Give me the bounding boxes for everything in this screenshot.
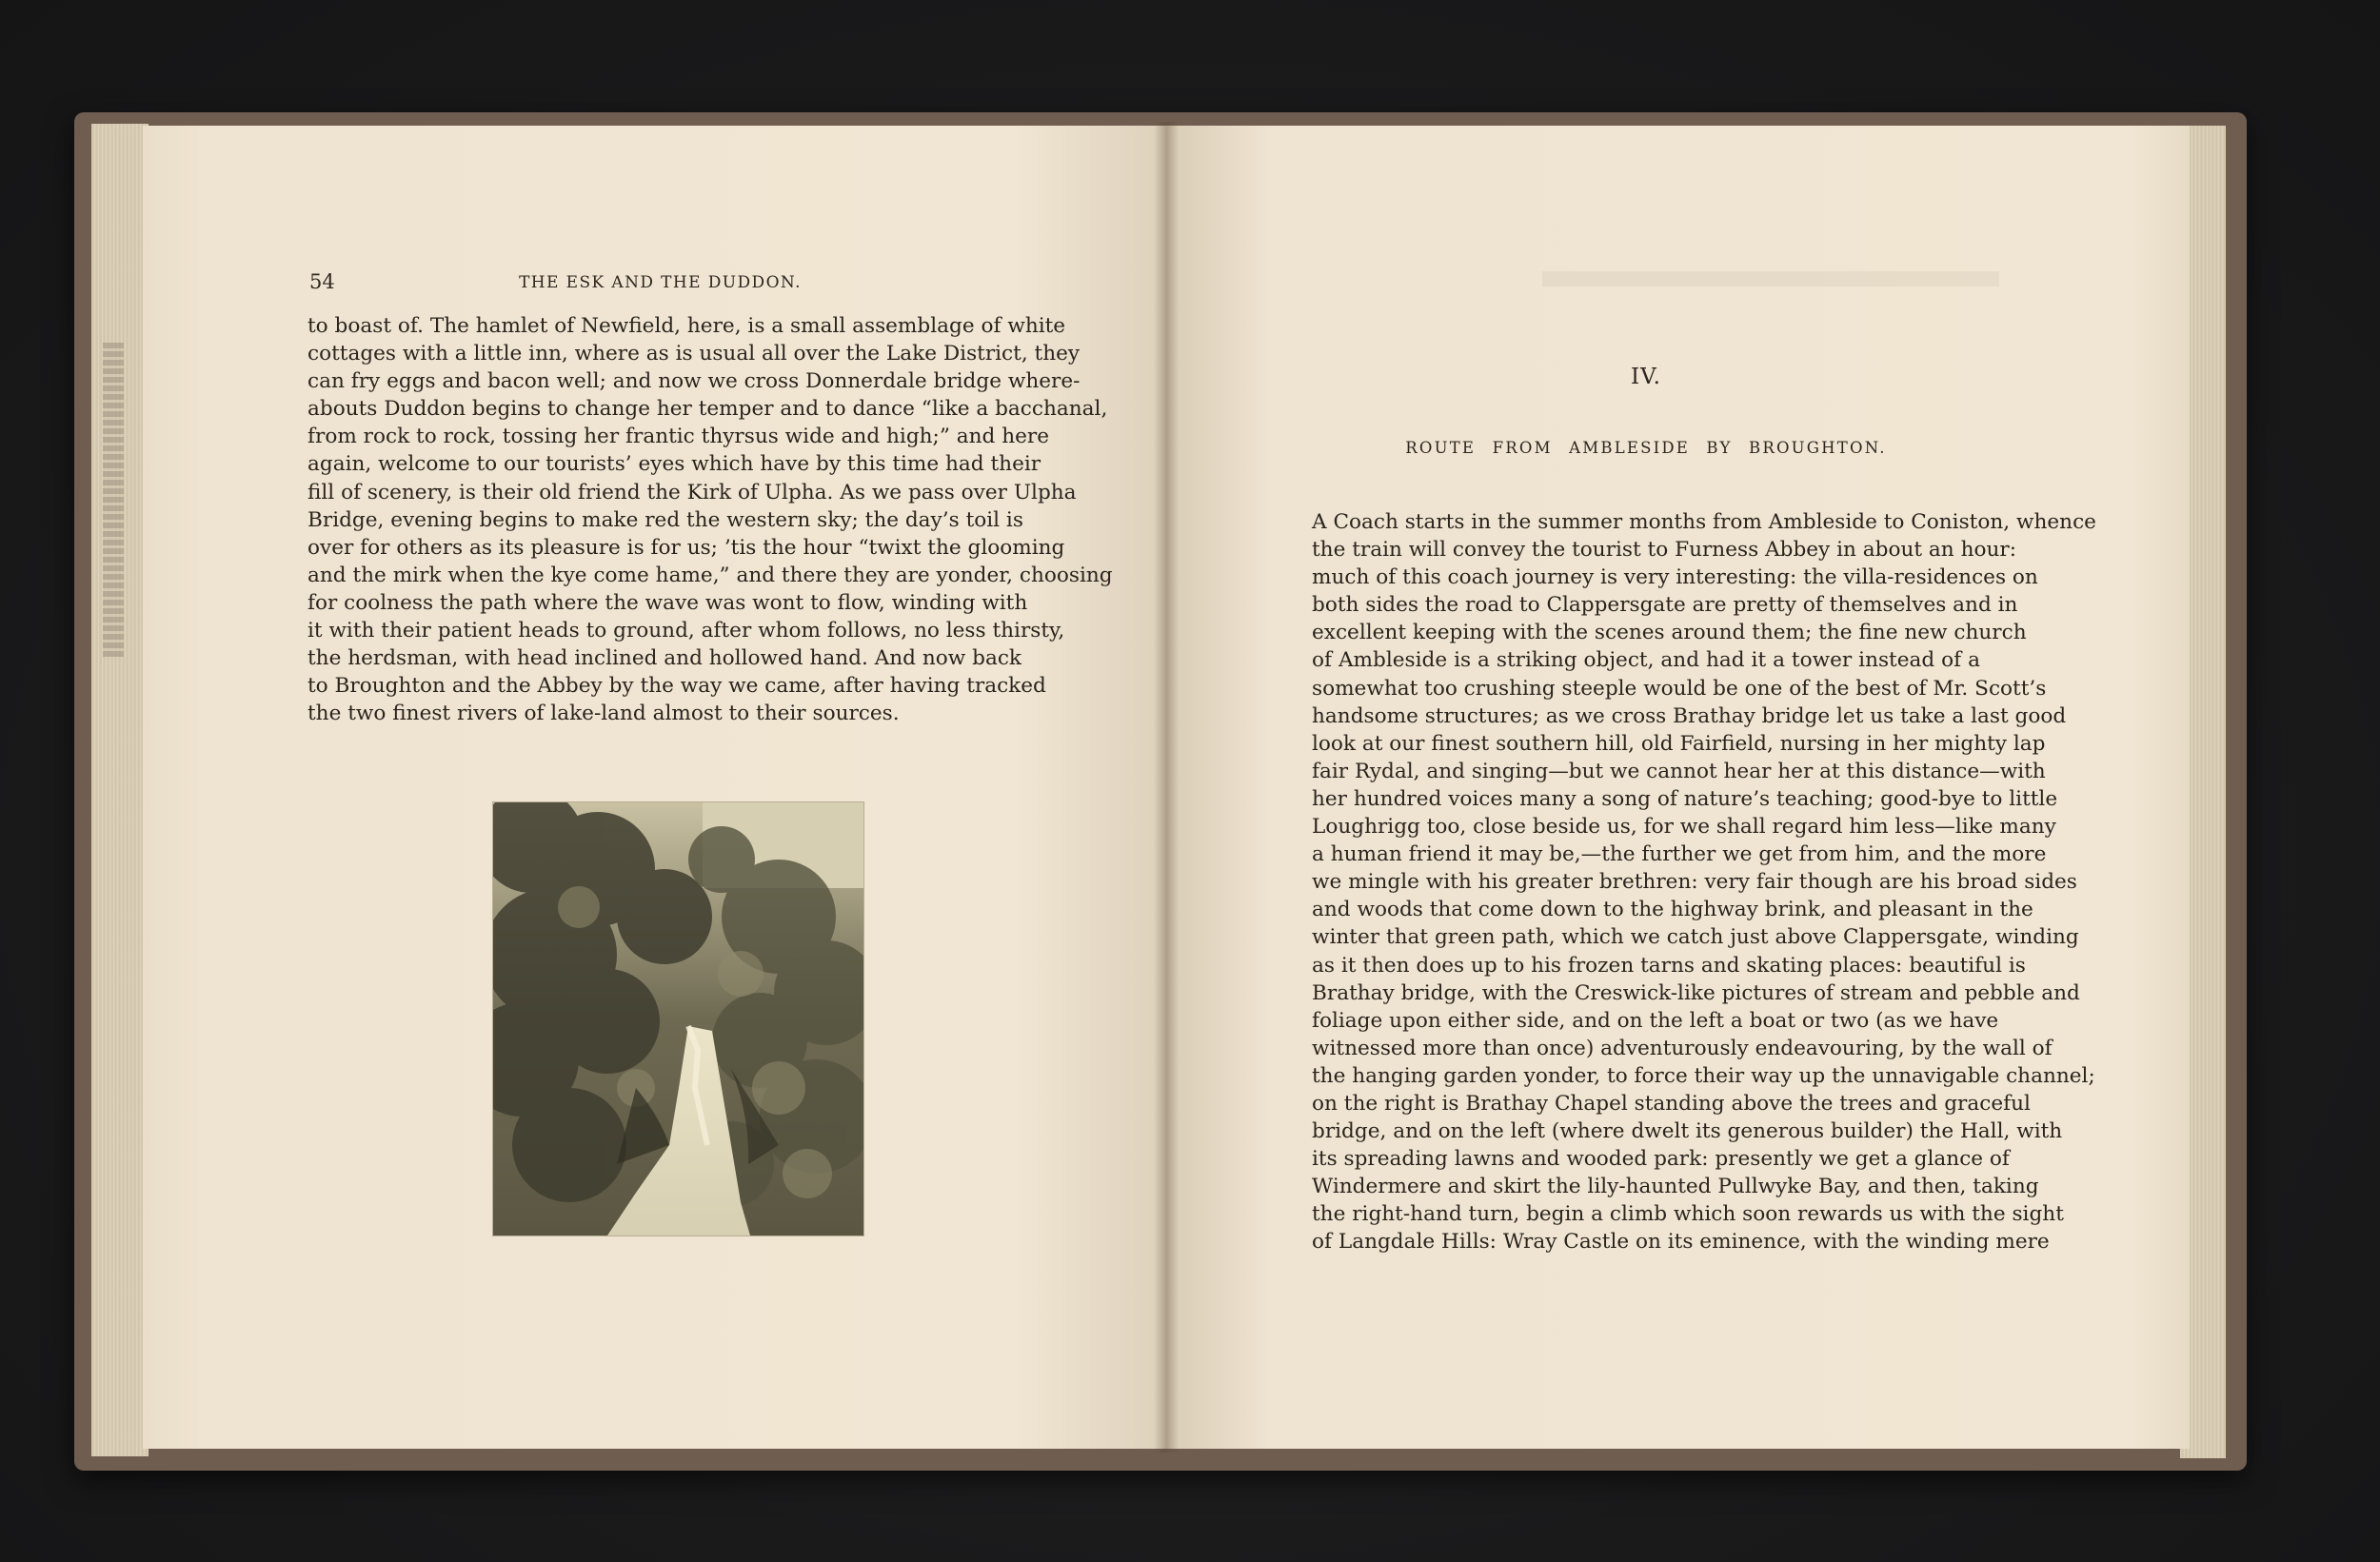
text-line: abouts Duddon begins to change her temper and to dance “like a bacchanal,: [307, 397, 1108, 422]
text-line: Loughrigg too, close beside us, for we shall regard him less—like many: [1312, 815, 2056, 840]
text-line: for coolness the path where the wave was wont to flow, winding with: [307, 590, 1028, 615]
text-line: and woods that come down to the highway brink, and pleasant in the: [1312, 898, 2033, 922]
text-line: fair Rydal, and singing—but we cannot hear her at this distance—with: [1312, 759, 2046, 783]
text-line: on the right is Brathay Chapel standing above the trees and graceful: [1312, 1091, 2031, 1116]
text-line: look at our finest southern hill, old Fairfield, nursing in her mighty lap: [1312, 731, 2046, 756]
text-line: witnessed more than once) adventurously endeavouring, by the wall of: [1312, 1036, 2053, 1060]
text-line: of Ambleside is a striking object, and had it a tower instead of a: [1312, 648, 1980, 673]
text-line: a human friend it may be,—the further we get from him, and the more: [1312, 842, 2047, 867]
page-number: 54: [309, 270, 335, 293]
text-line: its spreading lawns and wooded park: presently we get a glance of: [1312, 1147, 2010, 1172]
text-line: of Langdale Hills: Wray Castle on its eminence, with the winding mere: [1312, 1230, 2050, 1255]
book-gutter: [1154, 122, 1179, 1453]
left-page-edges: [91, 124, 149, 1456]
left-page-text: [307, 312, 1113, 727]
text-line: bridge, and on the left (where dwelt its generous builder) the Hall, with: [1312, 1119, 2063, 1144]
text-line: the two finest rivers of lake-land almost to their sources.: [307, 702, 900, 726]
text-line: we mingle with his greater brethren: very fair though are his broad sides: [1312, 870, 2077, 895]
text-line: much of this coach journey is very interesting: the villa-residences on: [1312, 565, 2038, 590]
text-line: excellent keeping with the scenes around them; the fine new church: [1312, 621, 2027, 645]
text-line: it with their patient heads to ground, after whom follows, no less thirsty,: [307, 619, 1065, 643]
waterfall-photograph: [493, 802, 863, 1236]
text-line: both sides the road to Clappersgate are pretty of themselves and in: [1312, 593, 2018, 618]
text-line: again, welcome to our tourists’ eyes which have by this time had their: [307, 452, 1041, 477]
text-line: handsome structures; as we cross Brathay bridge let us take a last good: [1312, 703, 2067, 728]
text-line: foliage upon either side, and on the left a boat or two (as we have: [1312, 1008, 1999, 1033]
running-head-title: THE ESK AND THE DUDDON.: [519, 273, 802, 292]
text-line: the right-hand turn, begin a climb which soon rewards us with the sight: [1312, 1202, 2064, 1227]
text-line: the herdsman, with head inclined and hollowed hand. And now back: [307, 646, 1022, 671]
text-line: to boast of. The hamlet of Newfield, here, is a small assemblage of white: [307, 314, 1066, 338]
right-page-text: [1312, 508, 2096, 1256]
text-line: and the mirk when the kye come hame,” and there they are yonder, choosing: [307, 563, 1113, 587]
text-line: the hanging garden yonder, to force their way up the unnavigable channel;: [1312, 1063, 2095, 1088]
text-line: somewhat too crushing steeple would be one of the best of Mr. Scott’s: [1312, 676, 2047, 701]
text-line: as it then does up to his frozen tarns and skating places: beautiful is: [1312, 953, 2026, 978]
text-line: can fry eggs and bacon well; and now we cross Donnerdale bridge where-: [307, 369, 1081, 394]
text-line: Bridge, evening begins to make red the western sky; the day’s toil is: [307, 507, 1023, 532]
text-line: A Coach starts in the summer months from Ambleside to Coniston, whence: [1312, 510, 2096, 534]
running-head: [309, 270, 1011, 296]
show-through-text: [1542, 271, 1999, 287]
spine-label-strip: [103, 343, 124, 657]
text-line: winter that green path, which we catch just above Clappersgate, winding: [1312, 925, 2079, 950]
text-line: cottages with a little inn, where as is usual all over the Lake District, they: [307, 342, 1081, 366]
text-line: fill of scenery, is their old friend the Kirk of Ulpha. As we pass over Ulpha: [307, 480, 1077, 504]
text-line: from rock to rock, tossing her frantic thyrsus wide and high;” and here: [307, 425, 1049, 449]
chapter-number: IV.: [1631, 365, 1661, 389]
text-line: over for others as its pleasure is for us; ’tis the hour “twixt the glooming: [307, 535, 1065, 560]
text-line: Brathay bridge, with the Creswick-like pictures of stream and pebble and: [1312, 980, 2080, 1005]
text-line: to Broughton and the Abbey by the way we came, after having tracked: [307, 674, 1046, 699]
text-line: Windermere and skirt the lily-haunted Pullwyke Bay, and then, taking: [1312, 1175, 2039, 1199]
text-line: the train will convey the tourist to Furness Abbey in about an hour:: [1312, 538, 2016, 563]
text-line: her hundred voices many a song of nature’s teaching; good-bye to little: [1312, 786, 2058, 811]
chapter-title: ROUTE FROM AMBLESIDE BY BROUGHTON.: [1405, 439, 1887, 457]
